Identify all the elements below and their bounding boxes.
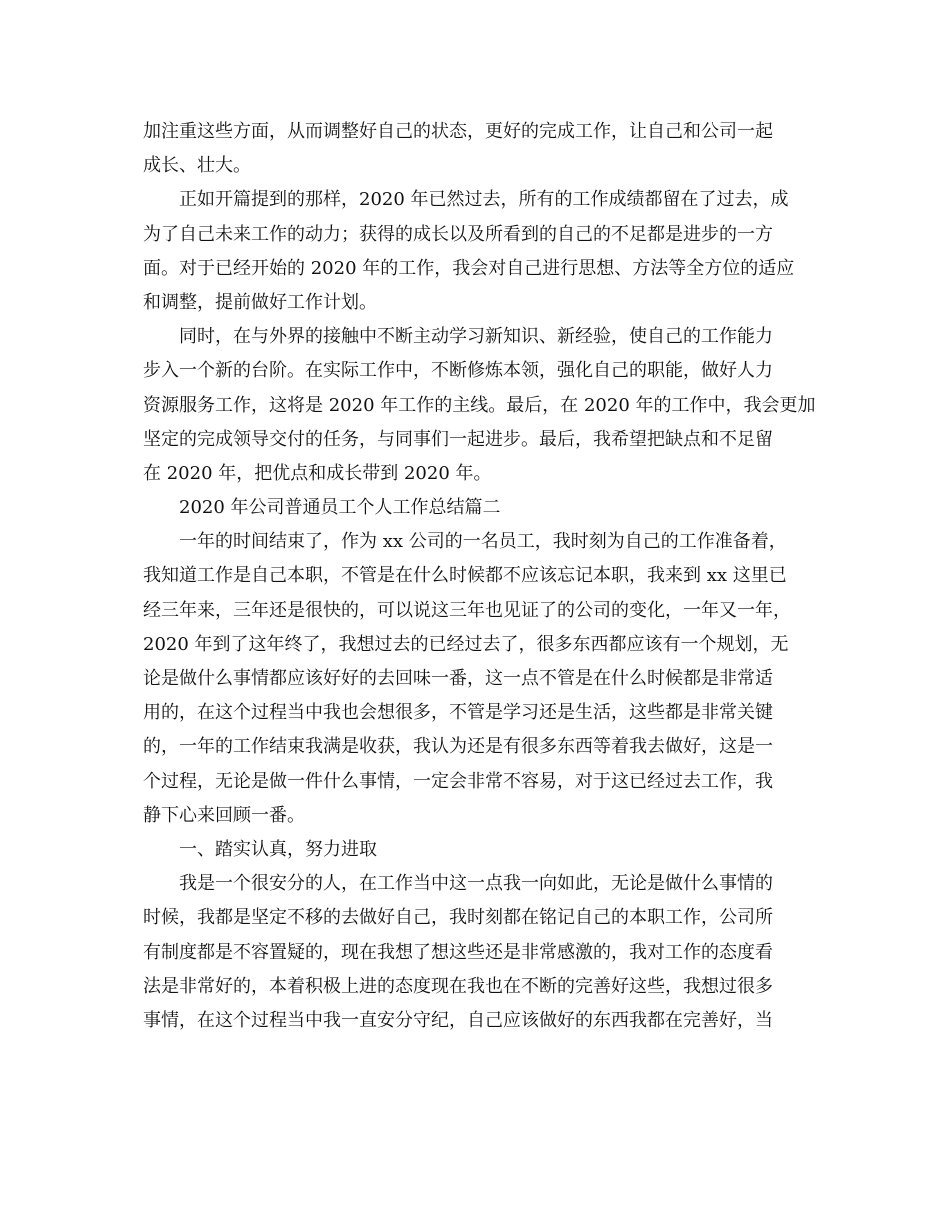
text-line: 经三年来，三年还是很快的，可以说这三年也见证了的公司的变化，一年又一年， xyxy=(143,599,791,621)
text-line: 步入一个新的台阶。在实际工作中，不断修炼本领，强化自己的职能，做好人力 xyxy=(143,360,773,382)
text-line: 为了自己未来工作的动力；获得的成长以及所看到的自己的不足都是进步的一方 xyxy=(143,223,773,245)
text-line: 我是一个很安分的人，在工作当中这一点我一向如此，无论是做什么事情的 xyxy=(179,873,773,895)
text-line: 坚定的完成领导交付的任务，与同事们一起进步。最后，我希望把缺点和不足留 xyxy=(143,428,773,450)
text-line: 资源服务工作，这将是 2020 年工作的主线。最后，在 2020 年的工作中，我会更加 xyxy=(143,394,816,416)
text-line: 加注重这些方面，从而调整好自己的状态，更好的完成工作，让自己和公司一起 xyxy=(143,121,773,142)
text-line: 面。对于已经开始的 2020 年的工作，我会对自己进行思想、方法等全方位的适应 xyxy=(143,257,795,279)
text-line: 静下心来回顾一番。 xyxy=(143,804,305,826)
text-line: 在 2020 年，把优点和成长带到 2020 年。 xyxy=(143,462,492,484)
text-line: 和调整，提前做好工作计划。 xyxy=(143,291,377,313)
text-line: 我知道工作是自己本职，不管是在什么时候都不应该忘记本职，我来到 xx 这里已 xyxy=(143,565,787,587)
text-line: 事情，在这个过程当中我一直安分守纪，自己应该做好的东西我都在完善好，当 xyxy=(143,1009,773,1031)
text-line: 论是做什么事情都应该好好的去回味一番，这一点不管是在什么时候都是非常适 xyxy=(143,668,773,689)
text-line: 一年的时间结束了，作为 xx 公司的一名员工，我时刻为自己的工作准备着， xyxy=(179,531,787,553)
text-line: 2020 年到了这年终了，我想过去的已经过去了，很多东西都应该有一个规划，无 xyxy=(143,633,789,655)
document-body xyxy=(143,115,816,1038)
text-line: 正如开篇提到的那样，2020 年已然过去，所有的工作成绩都留在了过去，成 xyxy=(179,189,789,211)
text-line: 成长、壮大。 xyxy=(143,155,251,177)
text-line: 2020 年公司普通员工个人工作总结篇二 xyxy=(179,497,501,519)
text-line: 同时，在与外界的接触中不断主动学习新知识、新经验，使自己的工作能力 xyxy=(179,326,773,348)
text-line: 用的，在这个过程当中我也会想很多，不管是学习还是生活，这些都是非常关键 xyxy=(143,702,773,724)
text-line: 法是非常好的，本着积极上进的态度现在我也在不断的完善好这些，我想过很多 xyxy=(143,975,773,997)
text-line: 个过程，无论是做一件什么事情，一定会非常不容易，对于这已经过去工作，我 xyxy=(143,770,773,792)
text-line: 一、踏实认真，努力进取 xyxy=(179,838,377,860)
text-line: 时候，我都是坚定不移的去做好自己，我时刻都在铭记自己的本职工作，公司所 xyxy=(143,907,773,929)
text-line: 的，一年的工作结束我满是收获，我认为还是有很多东西等着我去做好，这是一 xyxy=(143,736,773,758)
text-line: 有制度都是不容置疑的，现在我想了想这些还是非常感激的，我对工作的态度看 xyxy=(143,941,773,963)
